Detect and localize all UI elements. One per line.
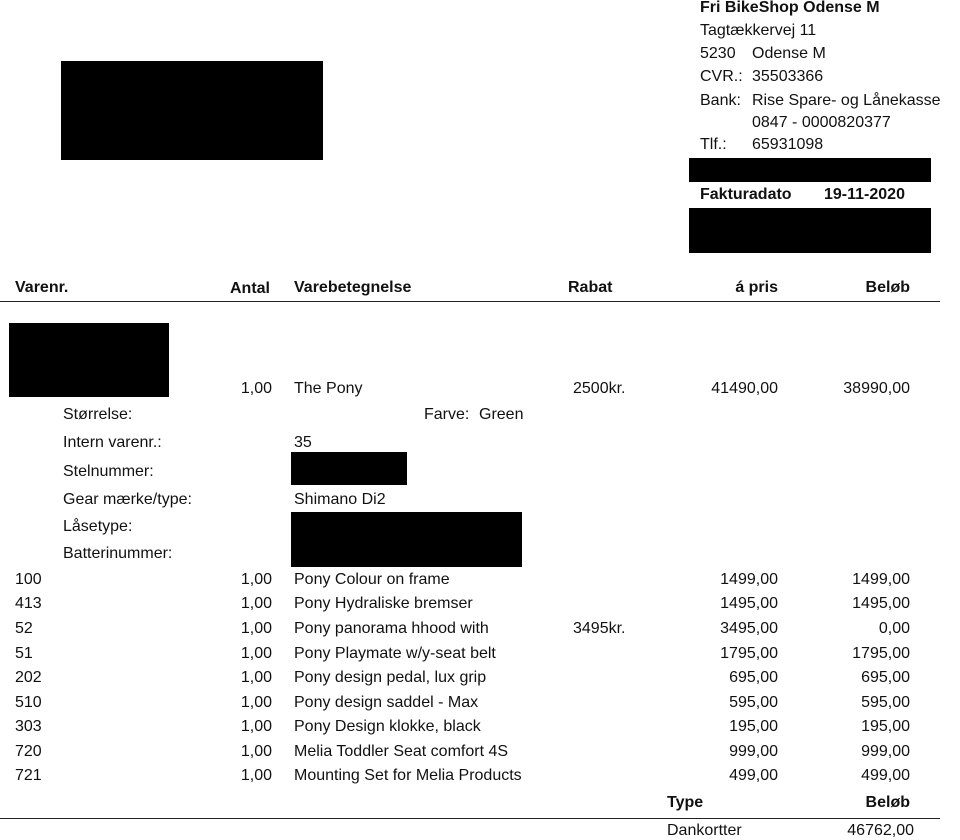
row-name: Pony Design klokke, black: [294, 718, 481, 735]
shop-postal: 5230: [700, 45, 736, 62]
redacted-invoice-info: [689, 208, 931, 253]
row-apris: 695,00: [729, 669, 778, 686]
row-apris: 195,00: [729, 718, 778, 735]
gear-value: Shimano Di2: [294, 491, 386, 508]
redacted-lock-battery: [291, 512, 522, 567]
row-varenr: 720: [15, 743, 42, 760]
row-antal: 1,00: [240, 767, 272, 784]
payment-method: Dankortter: [667, 822, 742, 839]
main-item-apris: 41490,00: [711, 380, 778, 397]
col-rabat: Rabat: [568, 279, 613, 296]
table-row: [0, 743, 940, 763]
gear-label: Gear mærke/type:: [63, 491, 192, 508]
row-name: Melia Toddler Seat comfort 4S: [294, 743, 509, 760]
shop-name: Fri BikeShop Odense M: [700, 0, 880, 16]
bank-account: 0847 - 0000820377: [752, 114, 891, 131]
col-apris: á pris: [735, 279, 778, 296]
table-row: [0, 767, 940, 787]
table-row: [0, 694, 940, 714]
header-divider: [0, 301, 940, 302]
row-name: Pony design saddel - Max: [294, 694, 479, 711]
stel-label: Stelnummer:: [63, 463, 154, 480]
row-apris: 595,00: [729, 694, 778, 711]
table-row: [0, 620, 940, 640]
payment-type-label: Type: [667, 794, 704, 811]
row-belob: 595,00: [861, 694, 910, 711]
col-belob: Beløb: [865, 279, 910, 296]
row-name: Mounting Set for Melia Products: [294, 767, 522, 784]
bank-name: Rise Spare- og Lånekasse: [752, 92, 941, 109]
row-apris: 499,00: [729, 767, 778, 784]
row-antal: 1,00: [240, 669, 272, 686]
row-varenr: 51: [15, 645, 33, 662]
row-antal: 1,00: [240, 571, 272, 588]
row-antal: 1,00: [240, 595, 272, 612]
payment-belob-label: Beløb: [865, 794, 910, 811]
tlf-value: 65931098: [752, 136, 824, 153]
row-apris: 1499,00: [720, 571, 778, 588]
redacted-frame-number: [291, 452, 407, 485]
row-varenr: 202: [15, 669, 42, 686]
row-varenr: 510: [15, 694, 42, 711]
row-belob: 695,00: [861, 669, 910, 686]
table-row: [0, 571, 940, 591]
row-belob: 1795,00: [852, 645, 910, 662]
row-varenr: 721: [15, 767, 42, 784]
row-belob: 0,00: [878, 620, 910, 637]
row-name: Pony Playmate w/y-seat belt: [294, 645, 496, 662]
redacted-item-image: [9, 323, 169, 397]
invoice-date-label: Fakturadato: [700, 186, 792, 203]
shop-street: Tagtækkervej 11: [700, 22, 817, 39]
intern-label: Intern varenr.:: [63, 434, 162, 451]
tlf-label: Tlf.:: [700, 136, 727, 153]
row-apris: 1495,00: [720, 595, 778, 612]
row-name: Pony Colour on frame: [294, 571, 450, 588]
row-apris: 1795,00: [720, 645, 778, 662]
row-name: Pony design pedal, lux grip: [294, 669, 487, 686]
row-antal: 1,00: [240, 718, 272, 735]
row-rabat: 3495kr.: [573, 620, 626, 637]
redacted-logo-block: [61, 61, 323, 160]
row-antal: 1,00: [240, 743, 272, 760]
cvr-value: 35503366: [752, 68, 824, 85]
col-varenr: Varenr.: [15, 279, 69, 296]
row-belob: 195,00: [861, 718, 910, 735]
cvr-label: CVR.:: [700, 68, 743, 85]
row-apris: 3495,00: [720, 620, 778, 637]
row-varenr: 303: [15, 718, 42, 735]
shop-city: Odense M: [752, 45, 826, 62]
storrelse-label: Størrelse:: [63, 406, 133, 423]
row-antal: 1,00: [240, 645, 272, 662]
col-varebetegnelse: Varebetegnelse: [294, 279, 412, 296]
main-item-rabat: 2500kr.: [573, 380, 626, 397]
lase-label: Låsetype:: [63, 518, 133, 535]
farve-value: Green: [479, 406, 524, 423]
main-item-belob: 38990,00: [843, 380, 910, 397]
farve-label: Farve:: [424, 406, 470, 423]
main-item-antal: 1,00: [240, 380, 272, 397]
row-varenr: 413: [15, 595, 42, 612]
row-varenr: 100: [15, 571, 42, 588]
row-name: Pony Hydraliske bremser: [294, 595, 473, 612]
row-belob: 499,00: [861, 767, 910, 784]
main-item-name: The Pony: [294, 380, 363, 397]
table-row: [0, 595, 940, 615]
table-row: [0, 669, 940, 689]
table-row: [0, 645, 940, 665]
row-apris: 999,00: [729, 743, 778, 760]
payment-divider: [0, 818, 940, 819]
row-antal: 1,00: [240, 620, 272, 637]
redacted-header-line: [689, 158, 931, 182]
row-belob: 1499,00: [852, 571, 910, 588]
batteri-label: Batterinummer:: [63, 545, 173, 562]
table-row: [0, 718, 940, 738]
bank-label: Bank:: [700, 92, 741, 109]
row-varenr: 52: [15, 620, 33, 637]
row-belob: 1495,00: [852, 595, 910, 612]
row-name: Pony panorama hhood with: [294, 620, 489, 637]
intern-value: 35: [294, 434, 312, 451]
row-belob: 999,00: [861, 743, 910, 760]
payment-amount: 46762,00: [847, 822, 914, 839]
col-antal: Antal: [230, 280, 270, 297]
row-antal: 1,00: [240, 694, 272, 711]
invoice-date: 19-11-2020: [824, 186, 905, 203]
